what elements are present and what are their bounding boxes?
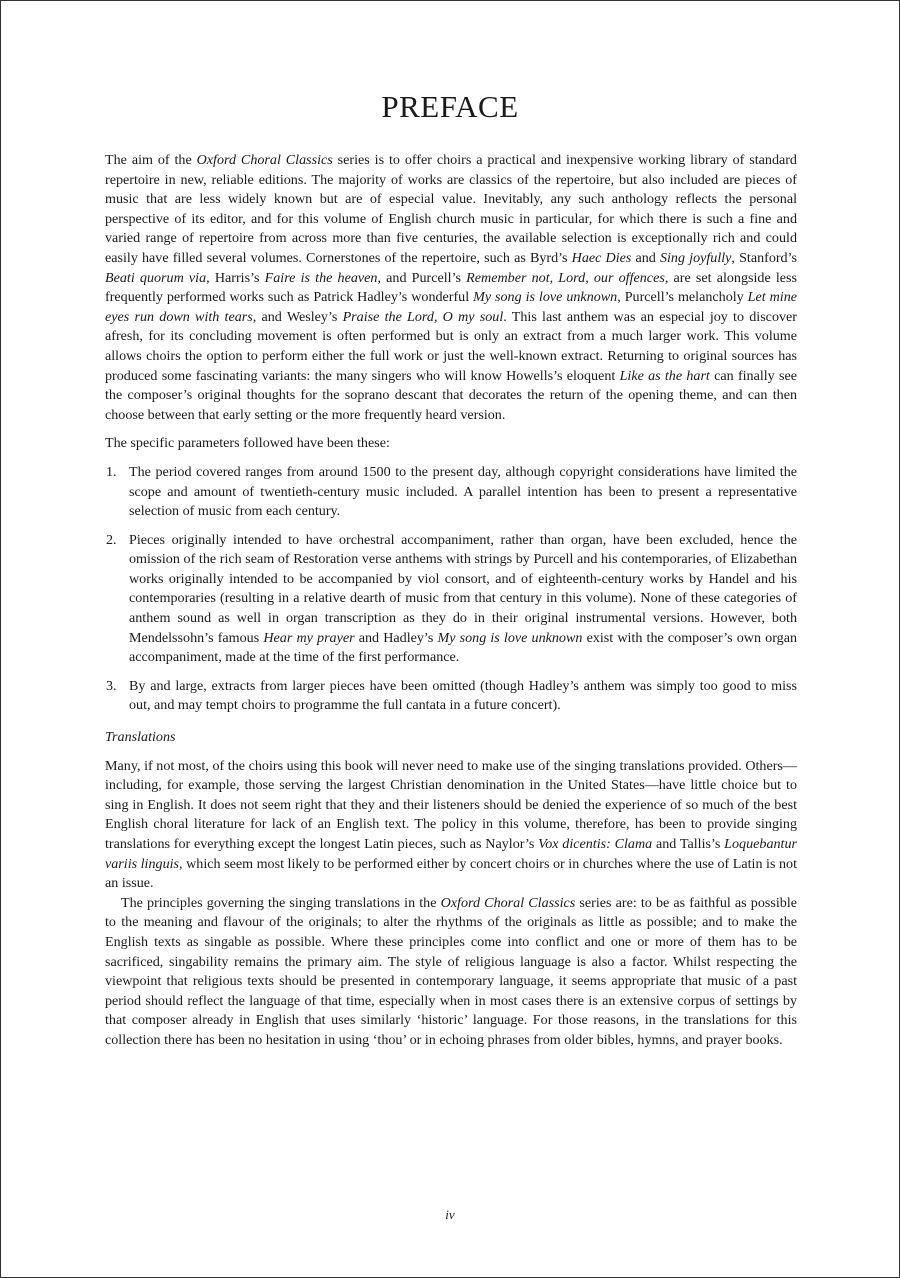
work-title: Vox dicentis: Clama <box>538 836 653 852</box>
intro-paragraph <box>105 151 797 425</box>
parameter-number: 3. <box>106 677 117 694</box>
text-run: , are set alongside less frequently performed works such as Patrick Hadley’s wonderful <box>105 269 798 306</box>
text-run: Many, if not most, of the choirs using this book will never need to make use of the singing translations provided. Others—including, for example, those serving the largest Christian denomination in the United States—have little choice but to sing in English. It does not seem right that they and their listeners should be denied the experience of so much of the best English choral literature for lack of an English text. The policy in this volume, therefore, has been to provide singing translations for everything except the longest Latin pieces, such as Naylor’s <box>105 757 797 852</box>
text-run: , which seem most likely to be performed either by concert choirs or in churches where the use of Latin is not an issue. <box>105 855 798 892</box>
parameter-number: 1. <box>106 463 117 480</box>
work-title: Loquebantur variis linguis <box>105 836 797 872</box>
text-run: and Hadley’s <box>354 629 438 646</box>
work-title: Praise the Lord, O my soul <box>342 308 504 325</box>
work-title: Oxford Choral Classics <box>440 894 576 911</box>
parameters-intro: The specific parameters followed have been these: <box>105 435 390 452</box>
text-run: , and Wesley’s <box>252 308 343 325</box>
parameter-item <box>105 463 797 522</box>
text-run: Pieces originally intended to have orchestral accompaniment, rather than organ, have been excluded, hence the omission of the rich seam of Restoration verse anthems with strings by Purcell and his contemporaries, of Elizabethan works originally intended to be accompanied by viol consort, and of eighteenth-century works by Handel and his contemporaries (resulting in a relative dearth of music from that century in this volume). None of these categories of anthem sound as well in organ transcription as they do in their original instrumental versions. However, both Mendelssohn’s famous <box>129 531 797 646</box>
text-run: The principles governing the singing translations in the <box>121 894 441 911</box>
work-title: Beati quorum via <box>105 269 207 286</box>
work-title: My song is love unknown <box>473 289 618 306</box>
text-run: . This last anthem was an especial joy to discover afresh, for its concluding movement is often performed but is only an extract from a much larger work. This volume allows choirs the option to perform either the full work or just the well-known extract. Returning to original sources has produced some fascinating variants: the many singers who will know Howells’s eloquent <box>105 308 797 384</box>
parameter-item <box>105 531 797 668</box>
text-run: can finally see the composer’s original thoughts for the soprano descant that decorates the return of the opening theme, and can then choose between that early setting or the more frequently heard version. <box>105 367 797 423</box>
work-title: My song is love unknown <box>437 629 583 646</box>
work-title: Let mine eyes run down with tears <box>105 289 798 325</box>
text-run: , Harris’s <box>206 269 265 286</box>
text-run: The period covered ranges from around 1500 to the present day, although copyright considerations have limited the scope and amount of twentieth-century music included. A parallel intention has been to present a representative selection of music from each century. <box>129 463 797 520</box>
parameter-text <box>129 464 797 519</box>
parameter-text <box>129 532 797 666</box>
translations-heading: Translations <box>105 729 176 746</box>
text-run: , Stanford’s <box>731 249 798 266</box>
preface-body <box>105 151 797 1051</box>
work-title: Sing joyfully <box>659 249 732 266</box>
work-title: Remember not, Lord, our offences <box>466 269 665 286</box>
text-run: and <box>631 249 660 266</box>
page-number: iv <box>445 1207 455 1222</box>
text-run: series is to offer choirs a practical and inexpensive working library of standard repertoire in new, reliable editions. The majority of works are classics of the repertoire, but also included are pieces of music that are less widely known but are of especial value. Inevitably, any such anthology reflects the personal perspective of its editor, and for this volume of English church music in particular, for which there is such a fine and varied range of repertoire from across more than five centuries, the available selection is exceptionally rich and could easily have filled several volumes. Cornerstones of the repertoire, such as Byrd’s <box>105 152 797 266</box>
work-title: Like as the hart <box>619 367 710 384</box>
work-title: Oxford Choral Classics <box>196 152 333 168</box>
text-run: exist with the composer’s own organ accompaniment, made at the time of the first performance. <box>129 629 797 666</box>
parameters-list <box>105 463 797 716</box>
work-title: Hear my prayer <box>263 629 355 646</box>
parameter-text <box>129 678 797 714</box>
translations-paragraph <box>105 894 797 1051</box>
text-run: The aim of the <box>105 152 197 168</box>
work-title: Faire is the heaven <box>264 269 378 286</box>
text-run: series are: to be as faithful as possible to the meaning and flavour of the originals; to alter the rhythms of the originals as little as possible; and to make the English texts as singable as possible. Where these principles come into conflict and one or more of them has to be sacrificed, singability remains the primary aim. The style of religious language is also a factor. Whilst respecting the viewpoint that religious texts should be presented in contemporary language, it seems appropriate that music of a past period should reflect the language of that time, especially when in most cases there is an extensive corpus of settings by that composer already in English that uses similarly ‘historic’ language. For those reasons, in the translations for this collection there has been no hesitation in using ‘thou’ or in echoing phrases from older bibles, hymns, and prayer books. <box>105 894 797 1048</box>
translations-paragraph <box>105 757 797 894</box>
work-title: Haec Dies <box>571 249 632 266</box>
page-title: PREFACE <box>381 89 519 124</box>
parameter-item <box>105 677 797 716</box>
text-run: and Tallis’s <box>652 836 725 852</box>
text-run: , Purcell’s melancholy <box>617 289 748 306</box>
parameter-number: 2. <box>106 531 117 548</box>
text-run: By and large, extracts from larger pieces have been omitted (though Hadley’s anthem was simply too good to miss out, and may tempt choirs to programme the full cantata in a future concert). <box>129 677 797 714</box>
text-run: , and Purcell’s <box>377 269 467 286</box>
